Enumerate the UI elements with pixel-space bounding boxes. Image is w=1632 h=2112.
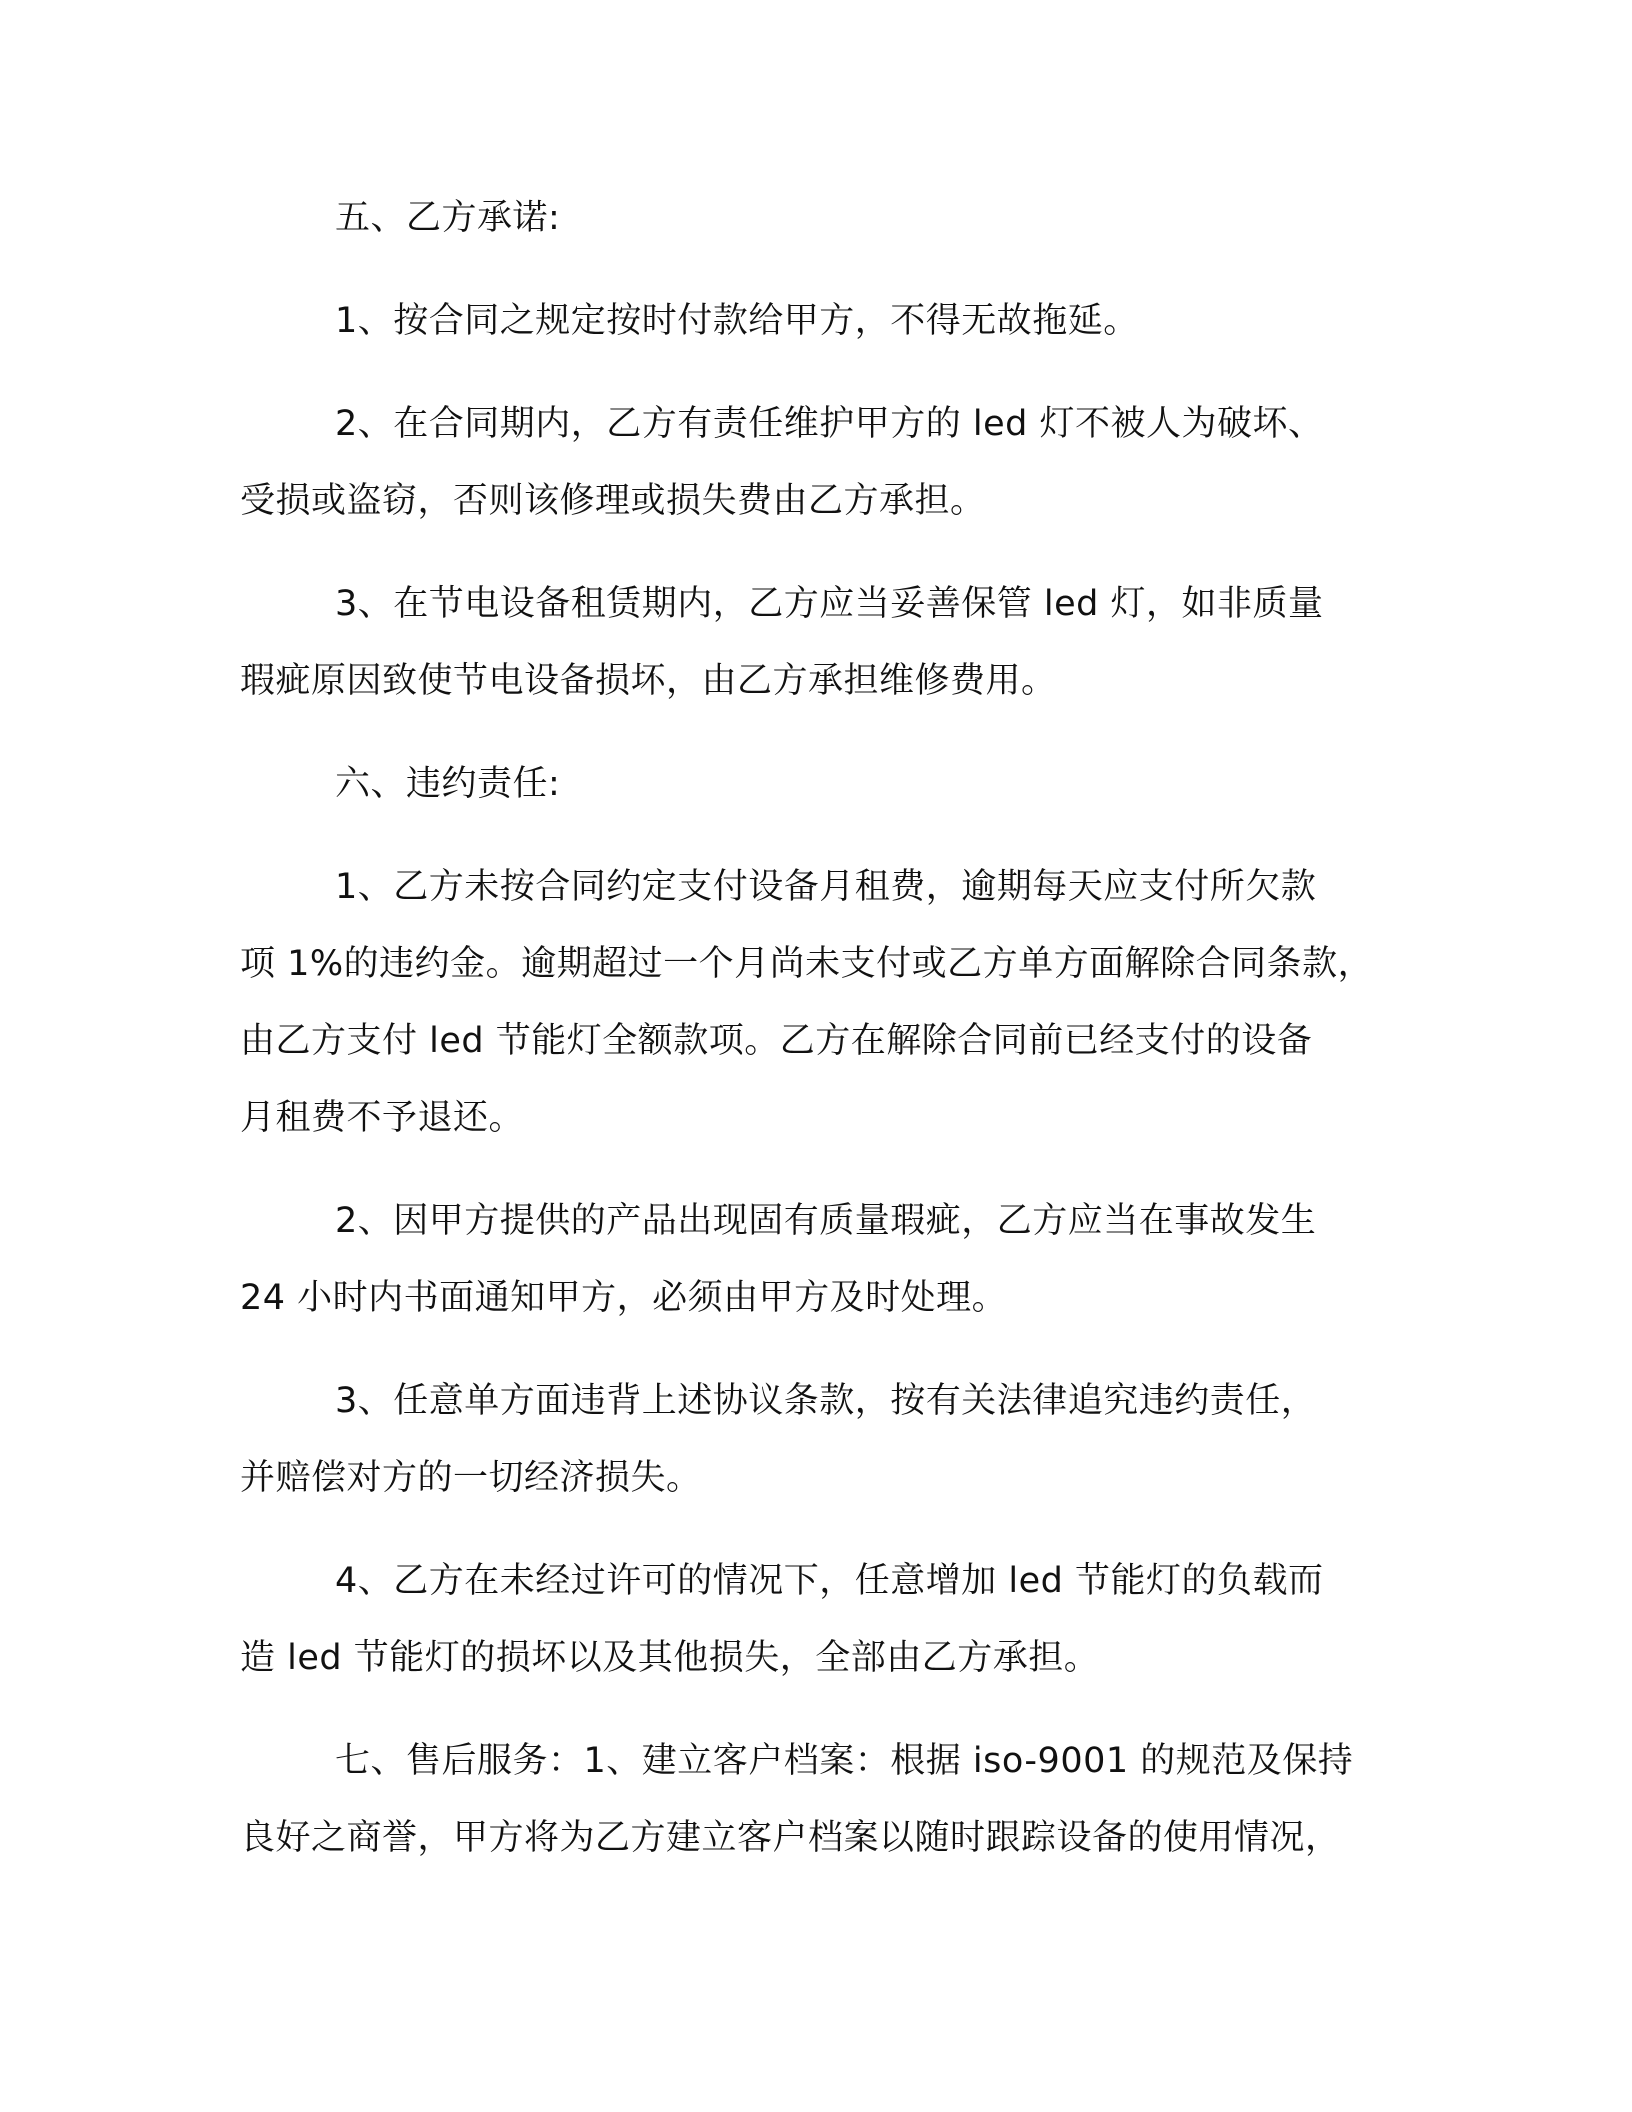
paragraph-line: 1、按合同之规定按时付款给甲方，不得无故拖延。 [335, 301, 1139, 341]
paragraph-line: 2、在合同期内，乙方有责任维护甲方的 led 灯不被人为破坏、 [335, 404, 1324, 444]
paragraph-line: 项 1%的违约金。逾期超过一个月尚未支付或乙方单方面解除合同条款， [240, 944, 1374, 984]
paragraph-line: 瑕疵原因致使节电设备损坏，由乙方承担维修费用。 [240, 661, 1057, 701]
paragraph-line: 24 小时内书面通知甲方，必须由甲方及时处理。 [240, 1278, 1008, 1318]
paragraph-line: 4、乙方在未经过许可的情况下，任意增加 led 节能灯的负载而 [335, 1561, 1324, 1601]
paragraph-line: 3、在节电设备租赁期内，乙方应当妥善保管 led 灯，如非质量 [335, 584, 1324, 624]
paragraph-line: 并赔偿对方的一切经济损失。 [240, 1458, 702, 1498]
paragraph-line: 造 led 节能灯的损坏以及其他损失，全部由乙方承担。 [240, 1638, 1100, 1678]
paragraph-line: 1、乙方未按合同约定支付设备月租费，逾期每天应支付所欠款 [335, 867, 1317, 907]
paragraph-line: 3、任意单方面违背上述协议条款，按有关法律追究违约责任， [335, 1381, 1317, 1421]
paragraph-line: 由乙方支付 led 节能灯全额款项。乙方在解除合同前已经支付的设备 [240, 1021, 1313, 1061]
section-seven-heading-line: 七、售后服务：1、建立客户档案：根据 iso-9001 的规范及保持 [335, 1741, 1354, 1781]
paragraph-line: 月租费不予退还。 [240, 1098, 525, 1138]
paragraph-line: 受损或盗窃，否则该修理或损失费由乙方承担。 [240, 481, 986, 521]
paragraph-line: 良好之商誉，甲方将为乙方建立客户档案以随时跟踪设备的使用情况， [240, 1818, 1341, 1858]
section-six-heading: 六、违约责任: [335, 764, 561, 804]
paragraph-line: 2、因甲方提供的产品出现固有质量瑕疵，乙方应当在事故发生 [335, 1201, 1317, 1241]
section-five-heading: 五、乙方承诺: [335, 198, 561, 238]
